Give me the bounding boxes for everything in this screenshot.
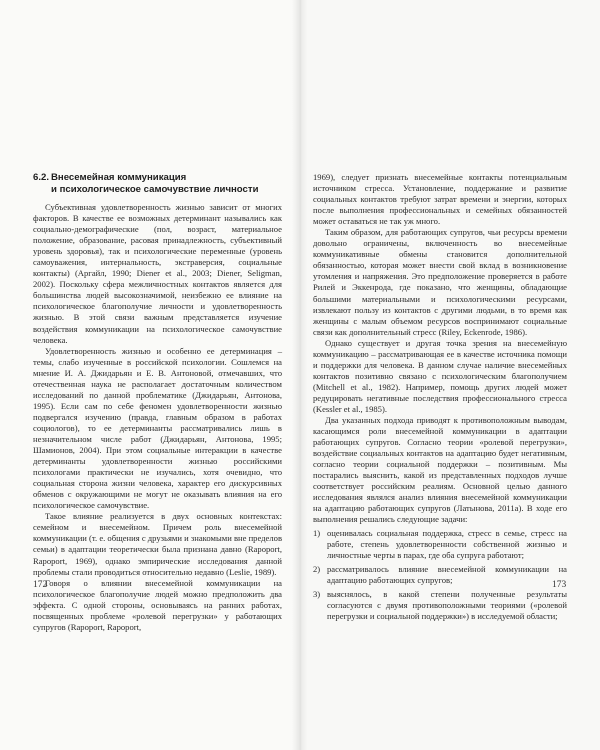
paragraph: Субъективная удовлетворенность жизнью зависит от многих факторов. В качестве ее возможных детерминант назывались как социально-демографические (пол, возраст, материальное положение, образование, расовая принадлежность, субъективный уровень здоровья), так и психологические переменные (уровень самоуважения, интернальность, экстраверсия, социальные контакты) (Аргайл, 1990; Diener et al., 2003; Diener, Seligman, 2002). Поскольку сфера межличностных контактов является для большинства людей высокозначимой, неизбежно ее влияние на психологическое благополучие личности и удовлетворенность жизнью. В этой связи важным представляется изучение воздействия коммуникации на психологическое самочувствие человека. xyxy=(33,202,282,345)
paragraph: Таким образом, для работающих супругов, чьи ресурсы времени довольно ограничены, включенность во внесемейные коммуникативные обмены становится дополнительной обязанностью, которая может внести свой вклад в возникновение утомления и напряжения. Это предположение проверяется в работе Рилей и Эккенрода, где показано, что женщины, обладающие большими материальными и психологическими ресурсами, извлекают пользу из контактов с другими людьми, в то время как женщины с малым объемом ресурсов воспринимают социальные связи как дополнительный стресс (Riley, Eckenrode, 1986). xyxy=(313,227,567,337)
book-gutter-shadow xyxy=(292,0,308,750)
paragraph: Говоря о влиянии внесемейной коммуникации на психологическое благополучие людей можно предположить два эффекта. С одной стороны, основываясь на ранних работах, посвященных проблеме «ролевой перегрузки» у работающих супругов (Rapoport, Rapoport, xyxy=(33,577,282,632)
list-item-number: 3) xyxy=(313,588,321,599)
left-text-column xyxy=(33,172,282,633)
paragraph: Такое влияние реализуется в двух основных контекстах: семейном и внесемейном. Причем роль внесемейной коммуникации (т. е. общения с друзьями и знакомыми вне пределов семьи) в адаптации теоретически была признана давно (Rapoport, Rapoport, 1969), однако эмпирические исследования данной проблемы стали проводиться относительно недавно (Leslie, 1989). xyxy=(33,511,282,577)
section-title-line1: Внесемейная коммуникация xyxy=(51,172,187,183)
page-number-right: 173 xyxy=(552,580,567,590)
section-heading xyxy=(33,172,282,196)
paragraph: Удовлетворенность жизнью и особенно ее детерминация – темы, слабо изученные в российской психологии. Сошлемся на мнение И. А. Джидарьян и Е. В. Антоновой, отмечавших, что отечественная наука не располагает достаточным количеством исследований по данной проблематике (Джидарьян, Антонова, 1995). Если сам по себе феномен удовлетворенности жизнью подвергался изучению (правда, главным образом в работах социологов), то ее детерминанты рассматривались лишь в незначительном числе работ (Джидарьян, Антонова, 1995; Шамионов, 2004). При этом социальные интеракции в качестве детерминанты удовлетворенности жизнью российскими психологами практически не изучались, хотя очевидно, что социальная сторона жизни человека, характер его дискурсивных обменов с окружающими не могут не оказывать влияния на его психологическое самочувствие. xyxy=(33,345,282,511)
list-item-number: 1) xyxy=(313,527,321,538)
list-item-text: оценивалась социальная поддержка, стресс в семье, стресс на работе, степень удовлетворенности собственной жизнью и личностные черты в парах, где оба супруга работают; xyxy=(327,527,567,560)
right-page xyxy=(300,0,600,750)
paragraph: Однако существует и другая точка зрения на внесемейную коммуникацию – рассматривающая ее в качестве источника помощи и поддержки для человека. В данном случае наличие внесемейных контактов позитивно связано с психологическим благополучием (Mitchell et al., 1982). Например, помощь других людей может редуцировать негативные последствия профессионального стресса (Kessler et al., 1985). xyxy=(313,337,567,414)
paragraph: Два указанных подхода приводят к противоположным выводам, касающимся роли внесемейной коммуникации в адаптации работающих супругов. Согласно теории «ролевой перегрузки», воздействие социальных контактов на адаптацию будет негативным, согласно теории социальной поддержки – позитивным. Мы постарались выяснить, какой из представленных подходов лучше соответствует российским реалиям. Основной целью данного исследования являлся анализ влияния внесемейной коммуникации на адаптацию работающих супругов (Латынова, 2011a). В ходе его выполнения решались следующие задачи: xyxy=(313,415,567,525)
right-text-column xyxy=(313,172,567,625)
section-number: 6.2. xyxy=(33,172,50,183)
paragraph: 1969), следует признать внесемейные контакты потенциальным источником стресса. Установление, поддержание и развитие социальных контактов требуют затрат времени и энергии, которых после выполнения профессиональных и семейных обязанностей может оставаться не так уж много. xyxy=(313,172,567,227)
list-item xyxy=(313,589,567,622)
task-list xyxy=(313,528,567,622)
list-item xyxy=(313,564,567,586)
list-item-text: рассматривалось влияние внесемейной коммуникации на адаптацию работающих супругов; xyxy=(327,563,567,585)
list-item xyxy=(313,528,567,561)
page-number-left: 172 xyxy=(33,580,48,590)
list-item-text: выяснялось, в какой степени полученные результаты согласуются с двумя противоположными теориями («ролевой перегрузки и социальной поддержки») в исследуемой области; xyxy=(327,588,567,621)
list-item-number: 2) xyxy=(313,563,321,574)
section-title-line2: и психологическое самочувствие личности xyxy=(51,184,259,195)
